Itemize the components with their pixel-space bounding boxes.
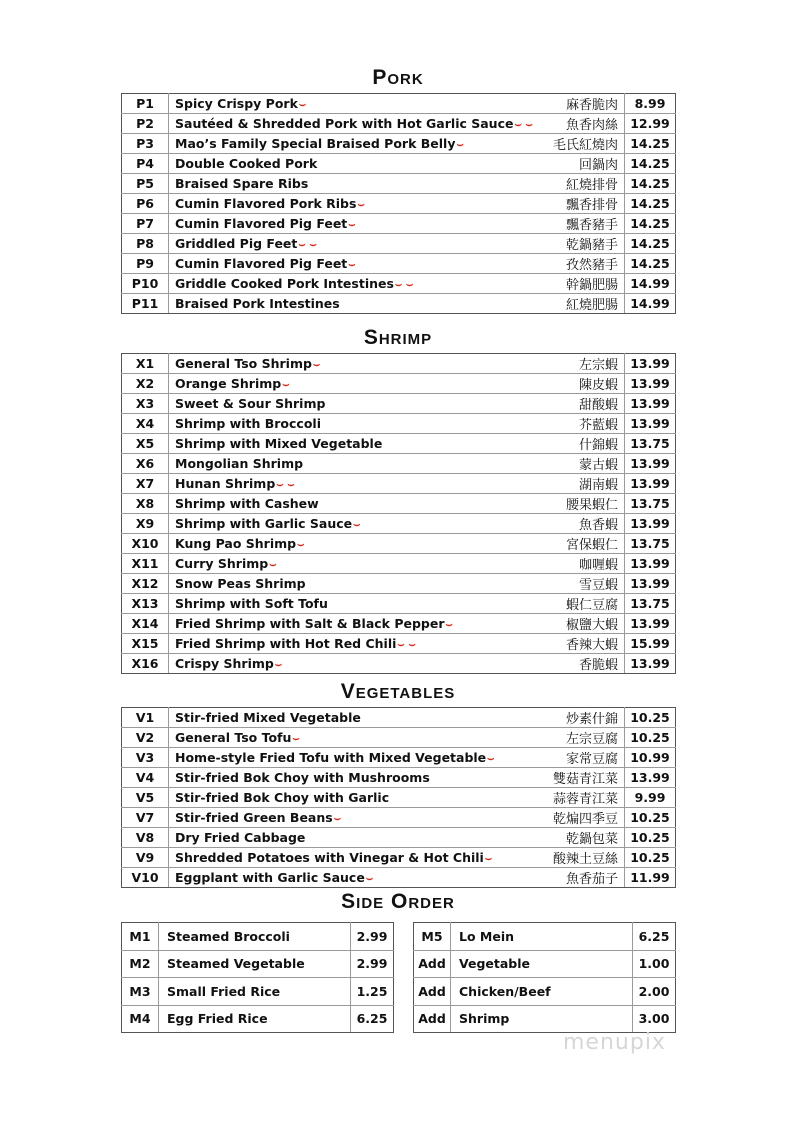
chili-pepper-icon: ⌣ [357, 197, 365, 211]
item-code: V4 [122, 768, 169, 788]
item-price: 12.99 [625, 114, 676, 134]
side-item-code: Add [414, 1005, 451, 1033]
menu-row [122, 254, 676, 274]
item-chinese-name: 雪豆蝦 [498, 574, 625, 594]
item-code: X13 [122, 594, 169, 614]
item-price: 13.99 [625, 514, 676, 534]
item-price: 10.25 [625, 728, 676, 748]
chili-pepper-icon: ⌣ ⌣ [397, 637, 416, 651]
side-order-row [122, 1005, 394, 1033]
item-name: Home-style Fried Tofu with Mixed Vegetable [175, 749, 487, 765]
item-name-cell [169, 94, 499, 114]
item-code: P1 [122, 94, 169, 114]
item-name-cell [169, 254, 499, 274]
menu-row [122, 634, 676, 654]
item-name: Shrimp with Garlic Sauce [175, 515, 353, 531]
side-order-row [414, 923, 676, 951]
item-code: X16 [122, 654, 169, 674]
menu-row [122, 214, 676, 234]
watermark-logo: menupix [563, 1030, 666, 1055]
item-code: X1 [122, 354, 169, 374]
chili-pepper-icon: ⌣ [445, 617, 453, 631]
item-chinese-name: 椒鹽大蝦 [498, 614, 625, 634]
item-chinese-name: 宮保蝦仁 [498, 534, 625, 554]
item-chinese-name: 什錦蝦 [498, 434, 625, 454]
menu-row [122, 554, 676, 574]
chili-pepper-icon: ⌣ [292, 731, 300, 745]
item-name-cell [169, 514, 499, 534]
item-price: 11.99 [625, 868, 676, 888]
side-item-code: M4 [122, 1005, 159, 1033]
item-chinese-name: 蒜蓉青江菜 [498, 788, 625, 808]
item-chinese-name: 湖南蝦 [498, 474, 625, 494]
chili-pepper-icon: ⌣ [312, 357, 321, 371]
item-price: 14.25 [625, 214, 676, 234]
menu-row [122, 614, 676, 634]
item-price: 10.25 [625, 848, 676, 868]
item-code: P3 [122, 134, 169, 154]
item-name-cell [169, 454, 499, 474]
item-code: X14 [122, 614, 169, 634]
item-price: 13.99 [625, 394, 676, 414]
item-price: 8.99 [625, 94, 676, 114]
side-item-name: Chicken/Beef [451, 978, 633, 1006]
section-title-side-order: Side Order [341, 890, 455, 913]
item-chinese-name: 雙菇青江菜 [498, 768, 625, 788]
item-code: X6 [122, 454, 169, 474]
item-name-cell [169, 868, 499, 888]
chili-pepper-icon: ⌣ [348, 217, 356, 231]
menu-row [122, 474, 676, 494]
item-name: Shrimp with Cashew [175, 496, 319, 511]
item-chinese-name: 飄香排骨 [498, 194, 625, 214]
item-chinese-name: 蝦仁豆腐 [498, 594, 625, 614]
item-code: V7 [122, 808, 169, 828]
item-code: P6 [122, 194, 169, 214]
item-name: Braised Spare Ribs [175, 176, 309, 191]
chili-pepper-icon: ⌣ [456, 137, 464, 151]
item-price: 10.25 [625, 828, 676, 848]
item-name: Stir-fried Mixed Vegetable [175, 710, 361, 725]
side-order-row [414, 950, 676, 978]
item-price: 13.99 [625, 474, 676, 494]
menu-row [122, 594, 676, 614]
item-chinese-name: 左宗蝦 [498, 354, 625, 374]
item-chinese-name: 紅燒排骨 [498, 174, 625, 194]
item-chinese-name: 飄香豬手 [498, 214, 625, 234]
item-code: V10 [122, 868, 169, 888]
item-chinese-name: 陳皮蝦 [498, 374, 625, 394]
item-name-cell [169, 594, 499, 614]
item-code: X5 [122, 434, 169, 454]
menu-row [122, 394, 676, 414]
item-code: X10 [122, 534, 169, 554]
menu-row [122, 154, 676, 174]
item-name-cell [169, 474, 499, 494]
menu-row [122, 134, 676, 154]
menu-row [122, 708, 676, 728]
chili-pepper-icon: ⌣ ⌣ [276, 477, 295, 491]
item-name-cell [169, 414, 499, 434]
item-price: 13.99 [625, 414, 676, 434]
item-name-cell [169, 294, 499, 314]
menu-row [122, 294, 676, 314]
item-name: Hunan Shrimp [175, 475, 276, 491]
item-name-cell [169, 748, 499, 768]
item-name: Fried Shrimp with Hot Red Chili [175, 635, 397, 651]
side-item-price: 2.99 [351, 950, 394, 978]
item-name: Cumin Flavored Pork Ribs [175, 195, 357, 211]
item-price: 10.25 [625, 708, 676, 728]
side-order-row [414, 1005, 676, 1033]
side-item-code: M1 [122, 923, 159, 951]
item-code: X2 [122, 374, 169, 394]
item-name-cell [169, 214, 499, 234]
item-price: 13.75 [625, 494, 676, 514]
menu-row [122, 94, 676, 114]
side-item-code: M3 [122, 978, 159, 1006]
side-item-code: Add [414, 950, 451, 978]
section-title-vegetables: Vegetables [340, 680, 456, 703]
item-code: P10 [122, 274, 169, 294]
menu-row [122, 514, 676, 534]
menu-row [122, 494, 676, 514]
item-name-cell [169, 654, 499, 674]
side-item-price: 1.25 [351, 978, 394, 1006]
item-name: Crispy Shrimp [175, 655, 274, 671]
item-name: Eggplant with Garlic Sauce [175, 869, 365, 885]
item-price: 10.99 [625, 748, 676, 768]
side-item-code: M2 [122, 950, 159, 978]
chili-pepper-icon: ⌣ [282, 377, 290, 391]
item-price: 13.99 [625, 354, 676, 374]
item-code: X12 [122, 574, 169, 594]
item-name: Shredded Potatoes with Vinegar & Hot Chili [175, 849, 484, 865]
chili-pepper-icon: ⌣ [487, 751, 495, 765]
item-chinese-name: 乾鍋包菜 [498, 828, 625, 848]
item-name: Griddled Pig Feet [175, 235, 298, 251]
item-price: 14.25 [625, 174, 676, 194]
item-price: 13.75 [625, 594, 676, 614]
menu-row [122, 654, 676, 674]
item-code: V5 [122, 788, 169, 808]
chili-pepper-icon: ⌣ [298, 97, 307, 111]
item-chinese-name: 香辣大蝦 [498, 634, 625, 654]
menu-row [122, 848, 676, 868]
vegetables-table [121, 707, 676, 888]
item-code: X7 [122, 474, 169, 494]
side-item-price: 1.00 [633, 950, 676, 978]
item-chinese-name: 左宗豆腐 [498, 728, 625, 748]
item-price: 14.99 [625, 274, 676, 294]
item-name: Stir-fried Bok Choy with Mushrooms [175, 770, 430, 785]
section-title-pork: Pork [372, 66, 424, 89]
item-name-cell [169, 614, 499, 634]
item-name-cell [169, 788, 499, 808]
item-name: Orange Shrimp [175, 375, 282, 391]
item-code: X11 [122, 554, 169, 574]
item-code: P5 [122, 174, 169, 194]
item-name: Dry Fried Cabbage [175, 830, 306, 845]
item-chinese-name: 乾煸四季豆 [498, 808, 625, 828]
item-chinese-name: 幹鍋肥腸 [498, 274, 625, 294]
menu-row [122, 454, 676, 474]
item-price: 15.99 [625, 634, 676, 654]
item-name-cell [169, 534, 499, 554]
item-price: 9.99 [625, 788, 676, 808]
item-price: 10.25 [625, 808, 676, 828]
item-code: P7 [122, 214, 169, 234]
item-chinese-name: 乾鍋豬手 [498, 234, 625, 254]
item-price: 14.25 [625, 194, 676, 214]
side-item-name: Shrimp [451, 1005, 633, 1033]
item-price: 14.25 [625, 134, 676, 154]
side-item-price: 2.99 [351, 923, 394, 951]
item-code: X4 [122, 414, 169, 434]
item-code: X3 [122, 394, 169, 414]
item-price: 14.99 [625, 294, 676, 314]
item-name-cell [169, 174, 499, 194]
side-item-name: Small Fried Rice [159, 978, 351, 1006]
chili-pepper-icon: ⌣ [333, 811, 341, 825]
menu-row [122, 728, 676, 748]
item-price: 13.99 [625, 554, 676, 574]
item-price: 13.75 [625, 534, 676, 554]
item-code: X9 [122, 514, 169, 534]
side-order-row [122, 923, 394, 951]
item-name-cell [169, 494, 499, 514]
item-chinese-name: 咖喱蝦 [498, 554, 625, 574]
item-code: V3 [122, 748, 169, 768]
side-item-code: M5 [414, 923, 451, 951]
shrimp-table [121, 353, 676, 674]
menu-row [122, 354, 676, 374]
item-code: X15 [122, 634, 169, 654]
item-chinese-name: 炒素什錦 [498, 708, 625, 728]
chili-pepper-icon: ⌣ [297, 537, 305, 551]
item-name: Snow Peas Shrimp [175, 576, 306, 591]
item-name: Cumin Flavored Pig Feet [175, 255, 348, 271]
item-name-cell [169, 434, 499, 454]
chili-pepper-icon: ⌣ [365, 871, 374, 885]
chili-pepper-icon: ⌣ [274, 657, 283, 671]
item-code: P8 [122, 234, 169, 254]
chili-pepper-icon: ⌣ ⌣ [394, 277, 414, 291]
menu-row [122, 374, 676, 394]
side-item-code: Add [414, 978, 451, 1006]
item-price: 13.99 [625, 374, 676, 394]
item-name: Spicy Crispy Pork [175, 95, 298, 111]
item-price: 13.99 [625, 768, 676, 788]
item-name-cell [169, 154, 499, 174]
item-name: Sweet & Sour Shrimp [175, 396, 326, 411]
menu-row [122, 194, 676, 214]
item-code: P9 [122, 254, 169, 274]
side-item-name: Steamed Broccoli [159, 923, 351, 951]
item-name-cell [169, 234, 499, 254]
item-chinese-name: 毛氏紅燒肉 [498, 134, 625, 154]
item-name-cell [169, 354, 499, 374]
side-order-right-table [413, 922, 676, 1033]
menu-row [122, 768, 676, 788]
item-chinese-name: 孜然豬手 [498, 254, 625, 274]
item-chinese-name: 酸辣土豆絲 [498, 848, 625, 868]
menu-row [122, 414, 676, 434]
item-name: Mongolian Shrimp [175, 456, 304, 471]
side-order-left-table [121, 922, 394, 1033]
item-name: Stir-fried Bok Choy with Garlic [175, 790, 390, 805]
item-name-cell [169, 634, 499, 654]
item-name: General Tso Tofu [175, 729, 292, 745]
menu-row [122, 174, 676, 194]
item-name: Sautéed & Shredded Pork with Hot Garlic Sauce [175, 115, 514, 131]
side-item-price: 6.25 [351, 1005, 394, 1033]
section-title-shrimp: Shrimp [363, 326, 433, 349]
item-name-cell [169, 114, 533, 134]
item-name-cell [169, 134, 499, 154]
item-chinese-name: 香脆蝦 [498, 654, 625, 674]
menu-row [122, 808, 676, 828]
side-order-row [414, 978, 676, 1006]
side-item-name: Steamed Vegetable [159, 950, 351, 978]
item-code: P4 [122, 154, 169, 174]
menu-row [122, 114, 676, 134]
item-name: Griddle Cooked Pork Intestines [175, 275, 394, 291]
item-chinese-name: 回鍋肉 [498, 154, 625, 174]
menu-row [122, 234, 676, 254]
item-name-cell [169, 374, 499, 394]
item-chinese-name: 芥藍蝦 [498, 414, 625, 434]
chili-pepper-icon: ⌣ ⌣ [298, 237, 317, 251]
item-name-cell [169, 274, 499, 294]
item-name: Curry Shrimp [175, 555, 269, 571]
item-price: 14.25 [625, 234, 676, 254]
menu-row [122, 534, 676, 554]
item-name-cell [169, 768, 499, 788]
chili-pepper-icon: ⌣ [484, 851, 493, 865]
chili-pepper-icon: ⌣ [348, 257, 356, 271]
item-price: 13.99 [625, 654, 676, 674]
item-chinese-name: 魚香茄子 [498, 868, 625, 888]
item-chinese-name: 紅燒肥腸 [498, 294, 625, 314]
side-order-row [122, 978, 394, 1006]
item-chinese-name: 蒙古蝦 [498, 454, 625, 474]
item-chinese-name: 魚香肉絲 [498, 114, 625, 134]
side-item-price: 2.00 [633, 978, 676, 1006]
item-code: P11 [122, 294, 169, 314]
side-item-price: 6.25 [633, 923, 676, 951]
item-name: Shrimp with Soft Tofu [175, 596, 328, 611]
item-name: Braised Pork Intestines [175, 296, 340, 311]
menu-row [122, 748, 676, 768]
item-name: General Tso Shrimp [175, 355, 312, 371]
item-name-cell [169, 574, 499, 594]
item-name: Shrimp with Broccoli [175, 416, 321, 431]
item-name-cell [169, 808, 499, 828]
item-price: 14.25 [625, 154, 676, 174]
item-name: Kung Pao Shrimp [175, 535, 297, 551]
item-name-cell [169, 194, 499, 214]
item-name: Shrimp with Mixed Vegetable [175, 436, 383, 451]
item-chinese-name: 魚香蝦 [498, 514, 625, 534]
item-code: X8 [122, 494, 169, 514]
item-price: 13.99 [625, 614, 676, 634]
item-name: Fried Shrimp with Salt & Black Pepper [175, 615, 445, 631]
item-name-cell [169, 728, 499, 748]
item-name: Cumin Flavored Pig Feet [175, 215, 348, 231]
item-chinese-name: 甜酸蝦 [498, 394, 625, 414]
item-price: 14.25 [625, 254, 676, 274]
item-code: V1 [122, 708, 169, 728]
item-code: V8 [122, 828, 169, 848]
menu-row [122, 574, 676, 594]
item-chinese-name: 腰果蝦仁 [498, 494, 625, 514]
menu-row [122, 434, 676, 454]
menu-row [122, 828, 676, 848]
item-name-cell [169, 848, 499, 868]
item-name: Mao’s Family Special Braised Pork Belly [175, 135, 456, 151]
item-chinese-name: 家常豆腐 [498, 748, 625, 768]
chili-pepper-icon: ⌣ [353, 517, 361, 531]
menu-row [122, 274, 676, 294]
menu-row [122, 868, 676, 888]
chili-pepper-icon: ⌣ ⌣ [514, 117, 533, 131]
item-code: P2 [122, 114, 169, 134]
menu-row [122, 788, 676, 808]
side-item-price: 3.00 [633, 1005, 676, 1033]
item-name-cell [169, 828, 499, 848]
item-code: V2 [122, 728, 169, 748]
item-name-cell [169, 708, 499, 728]
item-name: Double Cooked Pork [175, 156, 318, 171]
side-order-row [122, 950, 394, 978]
side-item-name: Egg Fried Rice [159, 1005, 351, 1033]
item-price: 13.99 [625, 574, 676, 594]
side-item-name: Vegetable [451, 950, 633, 978]
side-item-name: Lo Mein [451, 923, 633, 951]
item-name: Stir-fried Green Beans [175, 809, 333, 825]
item-price: 13.75 [625, 434, 676, 454]
pork-table [121, 93, 676, 314]
item-name-cell [169, 554, 499, 574]
item-price: 13.99 [625, 454, 676, 474]
chili-pepper-icon: ⌣ [269, 557, 277, 571]
item-code: V9 [122, 848, 169, 868]
item-name-cell [169, 394, 499, 414]
item-chinese-name: 麻香脆肉 [498, 94, 625, 114]
